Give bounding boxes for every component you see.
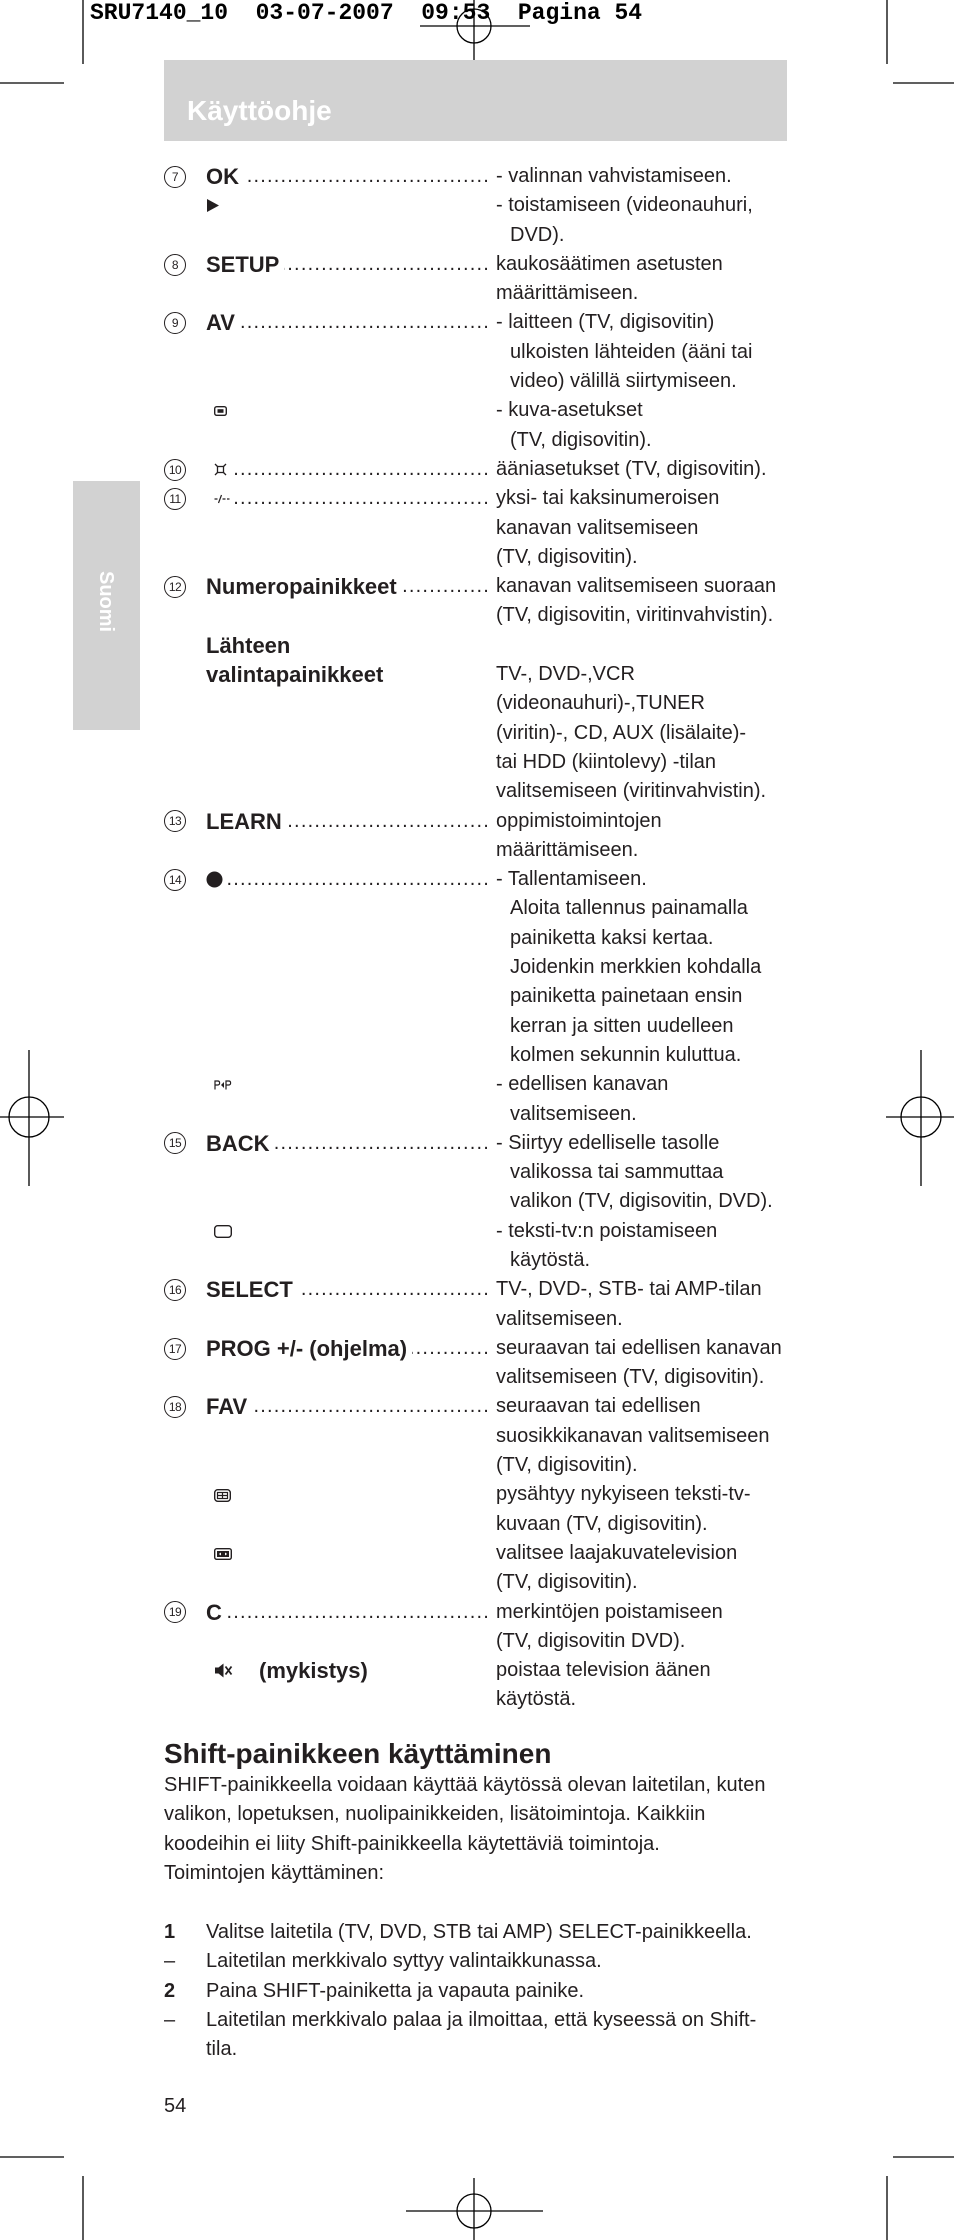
entry-row [164,1129,804,1217]
description-line: valitsemiseen. [510,1102,637,1125]
entry-row [164,1070,804,1129]
entry-description [496,1392,804,1480]
previous-channel-icon [214,1080,232,1090]
entry-description [496,1656,804,1715]
entry-description [496,396,804,455]
leader-dots [402,572,490,601]
entry-label-cell [206,396,496,425]
description-line: DVD). [510,223,565,246]
entry-label: C [206,1599,222,1625]
entry-label-cell [206,455,496,484]
entry-number-cell [164,484,206,513]
description-line: - laitteen (TV, digisovitin) [496,311,715,334]
entry-description [496,484,804,572]
entry-number-cell [164,162,206,191]
entry-label-cell [206,1334,496,1363]
section-title: Käyttöohje [187,95,332,126]
circled-number: 18 [164,1396,186,1418]
description-line: pysähtyy nykyiseen teksti-tv- [496,1483,751,1506]
step-text [206,1947,602,1976]
record-icon [206,871,223,888]
widescreen-icon [214,1548,232,1560]
step-item [164,1947,756,1976]
description-line: (videonauhuri)-,TUNER [496,692,705,715]
entry-label: LEARN [206,808,282,834]
entry-label-cell [206,807,496,836]
entry-number-cell [164,1129,206,1158]
entry-row [164,631,804,660]
description-line: poistaa television äänen [496,1659,711,1682]
entry-label-cell [206,191,496,220]
registration-mark-bottom [406,2178,543,2240]
entry-label: SELECT [206,1277,293,1303]
description-line: valitsemiseen (viritinvahvistin). [496,780,767,803]
circled-number: 14 [164,869,186,891]
description-line: kanavan valitsemiseen [496,516,699,539]
teletext-hold-icon [214,1489,231,1502]
entry-row [164,1392,804,1480]
description-line: tai HDD (kiintolevy) -tilan [496,750,717,773]
entry-row [164,1598,804,1657]
print-slug-header: SRU7140_10 03-07-2007 09:53 Pagina 54 [90,0,643,26]
button-description-list [164,162,804,1715]
picture-settings-icon [214,406,227,416]
circled-number: 13 [164,810,186,832]
language-tab-label: Suomi [95,571,117,633]
mute-icon [214,1662,233,1679]
entry-description [496,572,804,631]
description-line: painiketta painetaan ensin [510,985,743,1008]
description-line: määrittämiseen. [496,282,639,305]
digit-entry-icon [214,494,230,504]
description-line: Aloita tallennus painamalla [510,897,748,920]
entry-number-cell [164,572,206,601]
sound-settings-icon [214,463,227,476]
entry-row [164,455,804,484]
circled-number: 10 [164,459,186,481]
paragraph-line: koodeihin ei liity Shift-painikkeella käytettäviä toimintoja. [164,1832,660,1855]
shift-steps-list [164,1918,756,2064]
entry-row [164,396,804,455]
description-line: (TV, digisovitin). [510,428,652,451]
step-item [164,2006,756,2065]
entry-number-cell [164,191,206,220]
entry-row [164,572,804,631]
description-line: valikossa tai sammuttaa [510,1161,724,1184]
step-text-line: tila. [206,2038,238,2061]
step-marker: – [164,2008,176,2031]
entry-row [164,191,804,250]
entry-label-cell [206,308,496,337]
entry-row [164,1275,804,1334]
crop-mark-bottom-left [0,2157,83,2240]
entry-row [164,1480,804,1539]
entry-label-cell [206,1129,496,1158]
step-marker: 1 [164,1921,176,1943]
entry-number-cell [164,308,206,337]
entry-row [164,162,804,191]
step-marker: – [164,1950,176,1973]
entry-number-cell [164,396,206,425]
description-line: kolmen sekunnin kuluttua. [510,1043,742,1066]
entry-description [496,1480,804,1539]
entry-label-cell [206,1392,496,1421]
step-item [164,1977,756,2006]
entry-description [496,631,804,660]
entry-number-cell [164,1656,206,1685]
description-line: valitsemiseen (TV, digisovitin). [496,1366,765,1389]
entry-row [164,1334,804,1393]
step-text-line: Paina SHIFT-painiketta ja vapauta painike. [206,1979,584,2002]
entry-number-cell [164,1217,206,1246]
entry-label-cell [206,250,496,279]
entry-number-cell [164,1070,206,1099]
registration-mark-right [886,1050,954,1186]
entry-number-cell [164,1480,206,1509]
entry-label-cell [206,865,496,894]
description-line: kanavan valitsemiseen suoraan [496,575,777,598]
registration-mark-left [0,1050,64,1186]
description-line: käytöstä. [510,1248,591,1271]
leader-dots [412,1334,490,1363]
description-line: valitsee laajakuvatelevision [496,1541,738,1564]
entry-row [164,1656,804,1715]
entry-description [496,308,804,396]
entry-description [496,1070,804,1129]
page-number: 54 [164,2095,187,2117]
circled-number: 11 [164,488,186,510]
description-line: - Siirtyy edelliselle tasolle [496,1131,720,1154]
step-text [206,1977,584,2006]
circled-number: 12 [164,576,186,598]
circled-number: 15 [164,1132,186,1154]
description-line: ulkoisten lähteiden (ääni tai [510,340,753,363]
circled-number: 17 [164,1338,186,1360]
description-line: TV-, DVD-,VCR [496,663,635,686]
leader-dots [235,484,490,513]
crop-mark-top-left [0,0,83,83]
entry-label-cell [206,1656,496,1685]
entry-number-cell [164,631,206,660]
entry-number-cell [164,1392,206,1421]
language-tab [73,481,140,730]
paragraph-line: SHIFT-painikkeella voidaan käyttää käytössä olevan laitetilan, kuten [164,1774,766,1796]
entry-label-cell [206,484,496,513]
description-line: kerran ja sitten uudelleen [510,1014,734,1037]
description-line: painiketta kaksi kertaa. [510,926,714,949]
description-line: kaukosäätimen asetusten [496,252,723,275]
teletext-off-icon [214,1225,232,1238]
step-text-line: Laitetilan merkkivalo syttyy valintaikkunassa. [206,1950,602,1973]
description-line: seuraavan tai edellisen [496,1395,701,1418]
entry-label: valintapainikkeet [206,662,384,688]
entry-label-cell [206,1480,496,1509]
description-line-empty [496,631,804,660]
entry-description [496,1129,804,1217]
entry-label-cell [206,1598,496,1627]
entry-description [496,191,804,250]
entry-description [496,1217,804,1276]
section-banner [164,60,787,141]
leader-dots [298,1275,490,1304]
entry-description [496,455,804,484]
entry-label: PROG +/- (ohjelma) [206,1335,408,1361]
entry-row [164,807,804,866]
description-line: ääniasetukset (TV, digisovitin). [496,457,767,480]
entry-row [164,250,804,309]
leader-dots [232,455,490,484]
description-line: (TV, digisovitin). [496,1571,638,1594]
description-line: käytöstä. [496,1688,577,1711]
leader-dots [244,162,490,191]
entry-label: FAV [206,1394,248,1420]
entry-description [496,660,804,806]
entry-row [164,484,804,572]
entry-description [496,1275,804,1334]
entry-row [164,865,804,1070]
description-line: merkintöjen poistamiseen [496,1600,723,1623]
leader-dots [240,308,490,337]
description-line: (TV, digisovitin). [496,545,638,568]
circled-number: 8 [164,254,186,276]
description-line: kuvaan (TV, digisovitin). [496,1512,708,1535]
description-line: Joidenkin merkkien kohdalla [510,956,762,979]
entry-description [496,1598,804,1657]
entry-number-cell [164,250,206,279]
description-line: - teksti-tv:n poistamiseen [496,1219,718,1242]
entry-label-cell [206,1070,496,1099]
entry-number-cell [164,1334,206,1363]
step-marker: 2 [164,1979,176,2002]
description-line: (viritin)-, CD, AUX (lisälaite)- [496,721,747,744]
circled-number: 9 [164,312,186,334]
leader-dots [252,1392,490,1421]
description-line: yksi- tai kaksinumeroisen [496,487,720,510]
entry-label-cell [206,1275,496,1304]
description-line: video) välillä siirtymiseen. [510,370,737,393]
entry-description [496,807,804,866]
circled-number: 7 [164,166,186,188]
leader-dots [275,1129,490,1158]
entry-description [496,865,804,1070]
shift-section-heading: Shift-painikkeen käyttäminen [164,1738,552,1769]
circled-number: 19 [164,1601,186,1623]
description-line: suosikkikanavan valitsemiseen [496,1424,770,1447]
entry-description [496,250,804,309]
description-line: - valinnan vahvistamiseen. [496,165,732,187]
description-line: - Tallentamiseen. [496,868,647,891]
description-line: oppimistoimintojen [496,809,662,832]
paragraph-line: Toimintojen käyttäminen: [164,1861,385,1884]
step-item [164,1918,756,1947]
entry-label: (mykistys) [259,1658,368,1684]
entry-label: BACK [206,1130,270,1156]
leader-dots [228,865,490,894]
step-text [206,2006,756,2065]
description-line: valitsemiseen. [496,1307,623,1330]
description-line: valikon (TV, digisovitin, DVD). [510,1190,773,1213]
entry-number-cell [164,1598,206,1627]
entry-label: Numeropainikkeet [206,574,397,600]
entry-label-cell [206,660,496,689]
entry-description [496,162,804,191]
entry-row [164,660,804,806]
entry-number-cell [164,455,206,484]
entry-label-cell [206,1217,496,1246]
entry-number-cell [164,1275,206,1304]
entry-label-cell [206,162,496,191]
entry-label-cell [206,572,496,601]
step-text [206,1918,752,1947]
description-line: seuraavan tai edellisen kanavan [496,1336,782,1359]
entry-row [164,1217,804,1276]
entry-label-cell [206,1539,496,1568]
entry-description [496,1334,804,1393]
entry-number-cell [164,865,206,894]
circled-number: 16 [164,1279,186,1301]
entry-label: AV [206,310,235,336]
crop-mark-top-right [887,0,954,83]
leader-dots [284,250,490,279]
step-text-line: Laitetilan merkkivalo palaa ja ilmoittaa, että kyseessä on Shift- [206,2008,757,2031]
step-text-line: Valitse laitetila (TV, DVD, STB tai AMP) SELECT-painikkeella. [206,1921,752,1943]
entry-label-cell [206,631,496,660]
entry-number-cell [164,660,206,689]
leader-dots [227,1598,490,1627]
shift-section-paragraph [164,1771,765,1888]
leader-dots [287,807,490,836]
crop-mark-bottom-right [887,2157,954,2240]
paragraph-line: valikon, lopetuksen, nuolipainikkeiden, lisätoimintoja. Kaikkiin [164,1803,706,1826]
description-line: - edellisen kanavan [496,1073,669,1096]
entry-row [164,308,804,396]
entry-number-cell [164,807,206,836]
play-icon [206,198,220,213]
description-line: (TV, digisovitin DVD). [496,1629,686,1652]
description-line: määrittämiseen. [496,838,639,861]
entry-row [164,1539,804,1598]
entry-label: SETUP [206,251,280,277]
entry-label: OK [206,164,239,189]
entry-number-cell [164,1539,206,1568]
description-line: (TV, digisovitin). [496,1454,638,1477]
description-line: TV-, DVD-, STB- tai AMP-tilan [496,1278,762,1301]
entry-label: Lähteen [206,632,291,658]
description-line: (TV, digisovitin, viritinvahvistin). [496,604,774,627]
description-line: - kuva-asetukset [496,399,643,422]
description-line: - toistamiseen (videonauhuri, [496,194,753,217]
entry-description [496,1539,804,1598]
